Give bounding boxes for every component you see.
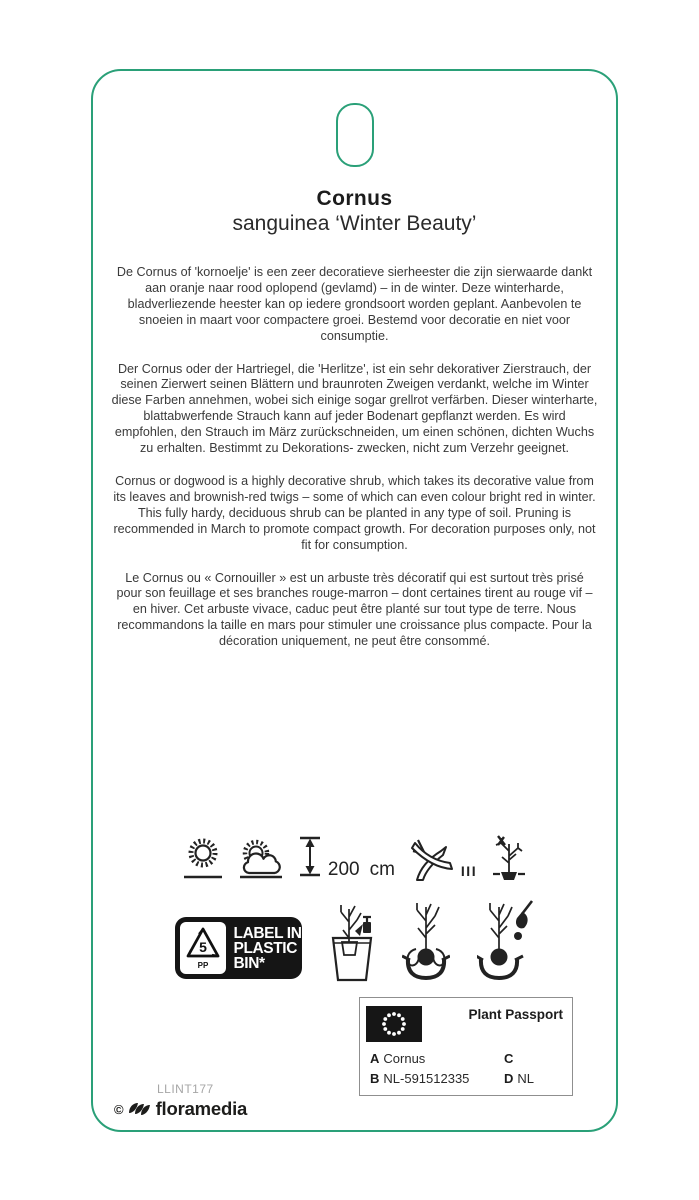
passport-field-a [370, 1051, 425, 1066]
description-french: Le Cornus ou « Cornouiller » est un arbuste très décoratif qui est surtout très prisé pour son feuillage et ses branches rouge-marron – dont certaines tirent au rouge vif – en hiver. Cet arbuste vivace, caduc peut être planté sur tout type de terre. Nous recommandons la taille en mars pour stimuler une croissance plus compacte. Pour la décoration uniquement, ne peut être consommé. [116, 570, 593, 649]
passport-value-a: Cornus [383, 1051, 426, 1066]
care-icon-row [93, 834, 616, 882]
pruning-shears-icon [410, 836, 455, 882]
recycle-material: PP [197, 961, 208, 970]
badge-line-2: PLASTIC [233, 939, 298, 957]
partial-shade-icon [238, 834, 284, 882]
passport-value-b: NL-591512335 [383, 1071, 470, 1086]
full-sun-icon [183, 834, 223, 882]
soak-in-bucket-icon [329, 897, 375, 982]
badge-line-1: LABEL IN [233, 924, 302, 942]
recycle-badge [175, 917, 302, 979]
height-unit: cm [369, 859, 395, 880]
eu-flag-icon [366, 1006, 422, 1042]
pruning-group [410, 836, 477, 882]
description-english: Cornus or dogwood is a highly decorative shrub, which takes its decorative value from its leaves and brownish-red twigs – some of which can even colour bright red in winter. This fully hardy, deciduous shrub can be planted in any type of soil. Pruning is recommended in March to promote compact growth. For decoration purposes only, not fit for consumption. [113, 473, 596, 552]
pp5-recycling-icon [180, 922, 226, 974]
passport-field-d [504, 1071, 534, 1086]
passport-value-d: NL [517, 1071, 535, 1086]
brand-name: floramedia [155, 1098, 248, 1119]
label-code: LLINT177 [157, 1082, 214, 1096]
plant-passport-title: Plant Passport [468, 1007, 563, 1022]
recycle-badge-text [226, 926, 302, 971]
passport-key-a: A [370, 1051, 380, 1066]
copyright-icon: © [114, 1101, 124, 1117]
height-value: 200 [327, 859, 360, 880]
plant-species-subtitle: sanguinea ‘Winter Beauty’ [232, 212, 477, 235]
pruning-month: III [460, 863, 478, 879]
floramedia-logo [114, 1098, 247, 1120]
plant-label [91, 69, 618, 1132]
plant-trowel-icon [477, 897, 535, 982]
passport-key-c: C [504, 1051, 514, 1066]
floramedia-leaf-icon [128, 1101, 152, 1117]
description-dutch: De Cornus of 'kornoelje' is een zeer decoratieve sierheester die zijn sierwaarde dankt aan oranje naar rood oplopend (gevlamd) – in de winter. Deze winterharde, bladverliezende heester kan op iedere grondsoort worden geplant. Aanbevolen te snoeien in maart voor compactere groei. Bestemd voor decoratie en niet voor consumptie. [116, 265, 593, 343]
height-group [299, 834, 395, 882]
recycle-number: 5 [198, 939, 207, 955]
description-german: Der Cornus oder der Hartriegel, die 'Herlitze', ist ein sehr dekorativer Zierstrauch, der seinen Zierwert seinen Blättern und braunroten Zweigen verdankt, welche im Winter diese Farben annehmen, wobei sich einige sogar grellrot verfärben. Dieser winterharte, blattabwerfende Strauch kann auf jeder Bodenart gepflanzt werden. Es wird empfohlen, den Strauch im März zurückschneiden, um einen schönen, dichten Wuchs zu erhalten. Bestimmt zu Dekorations- zwecken, nicht zum Verzehr geeignet. [111, 361, 598, 456]
description-block [112, 265, 598, 667]
cut-back-shrub-icon [492, 834, 526, 882]
passport-key-d: D [504, 1071, 514, 1086]
passport-field-b [370, 1071, 469, 1086]
passport-key-b: B [370, 1071, 380, 1086]
plant-rootball-icon [402, 897, 450, 982]
planting-icon-row [93, 897, 616, 982]
passport-field-c [504, 1051, 517, 1066]
plant-passport-box [359, 997, 573, 1096]
badge-line-3: BIN* [233, 954, 265, 972]
height-arrow-icon [299, 834, 321, 882]
hang-hole [336, 103, 374, 167]
plant-genus-title: Cornus [316, 187, 393, 210]
